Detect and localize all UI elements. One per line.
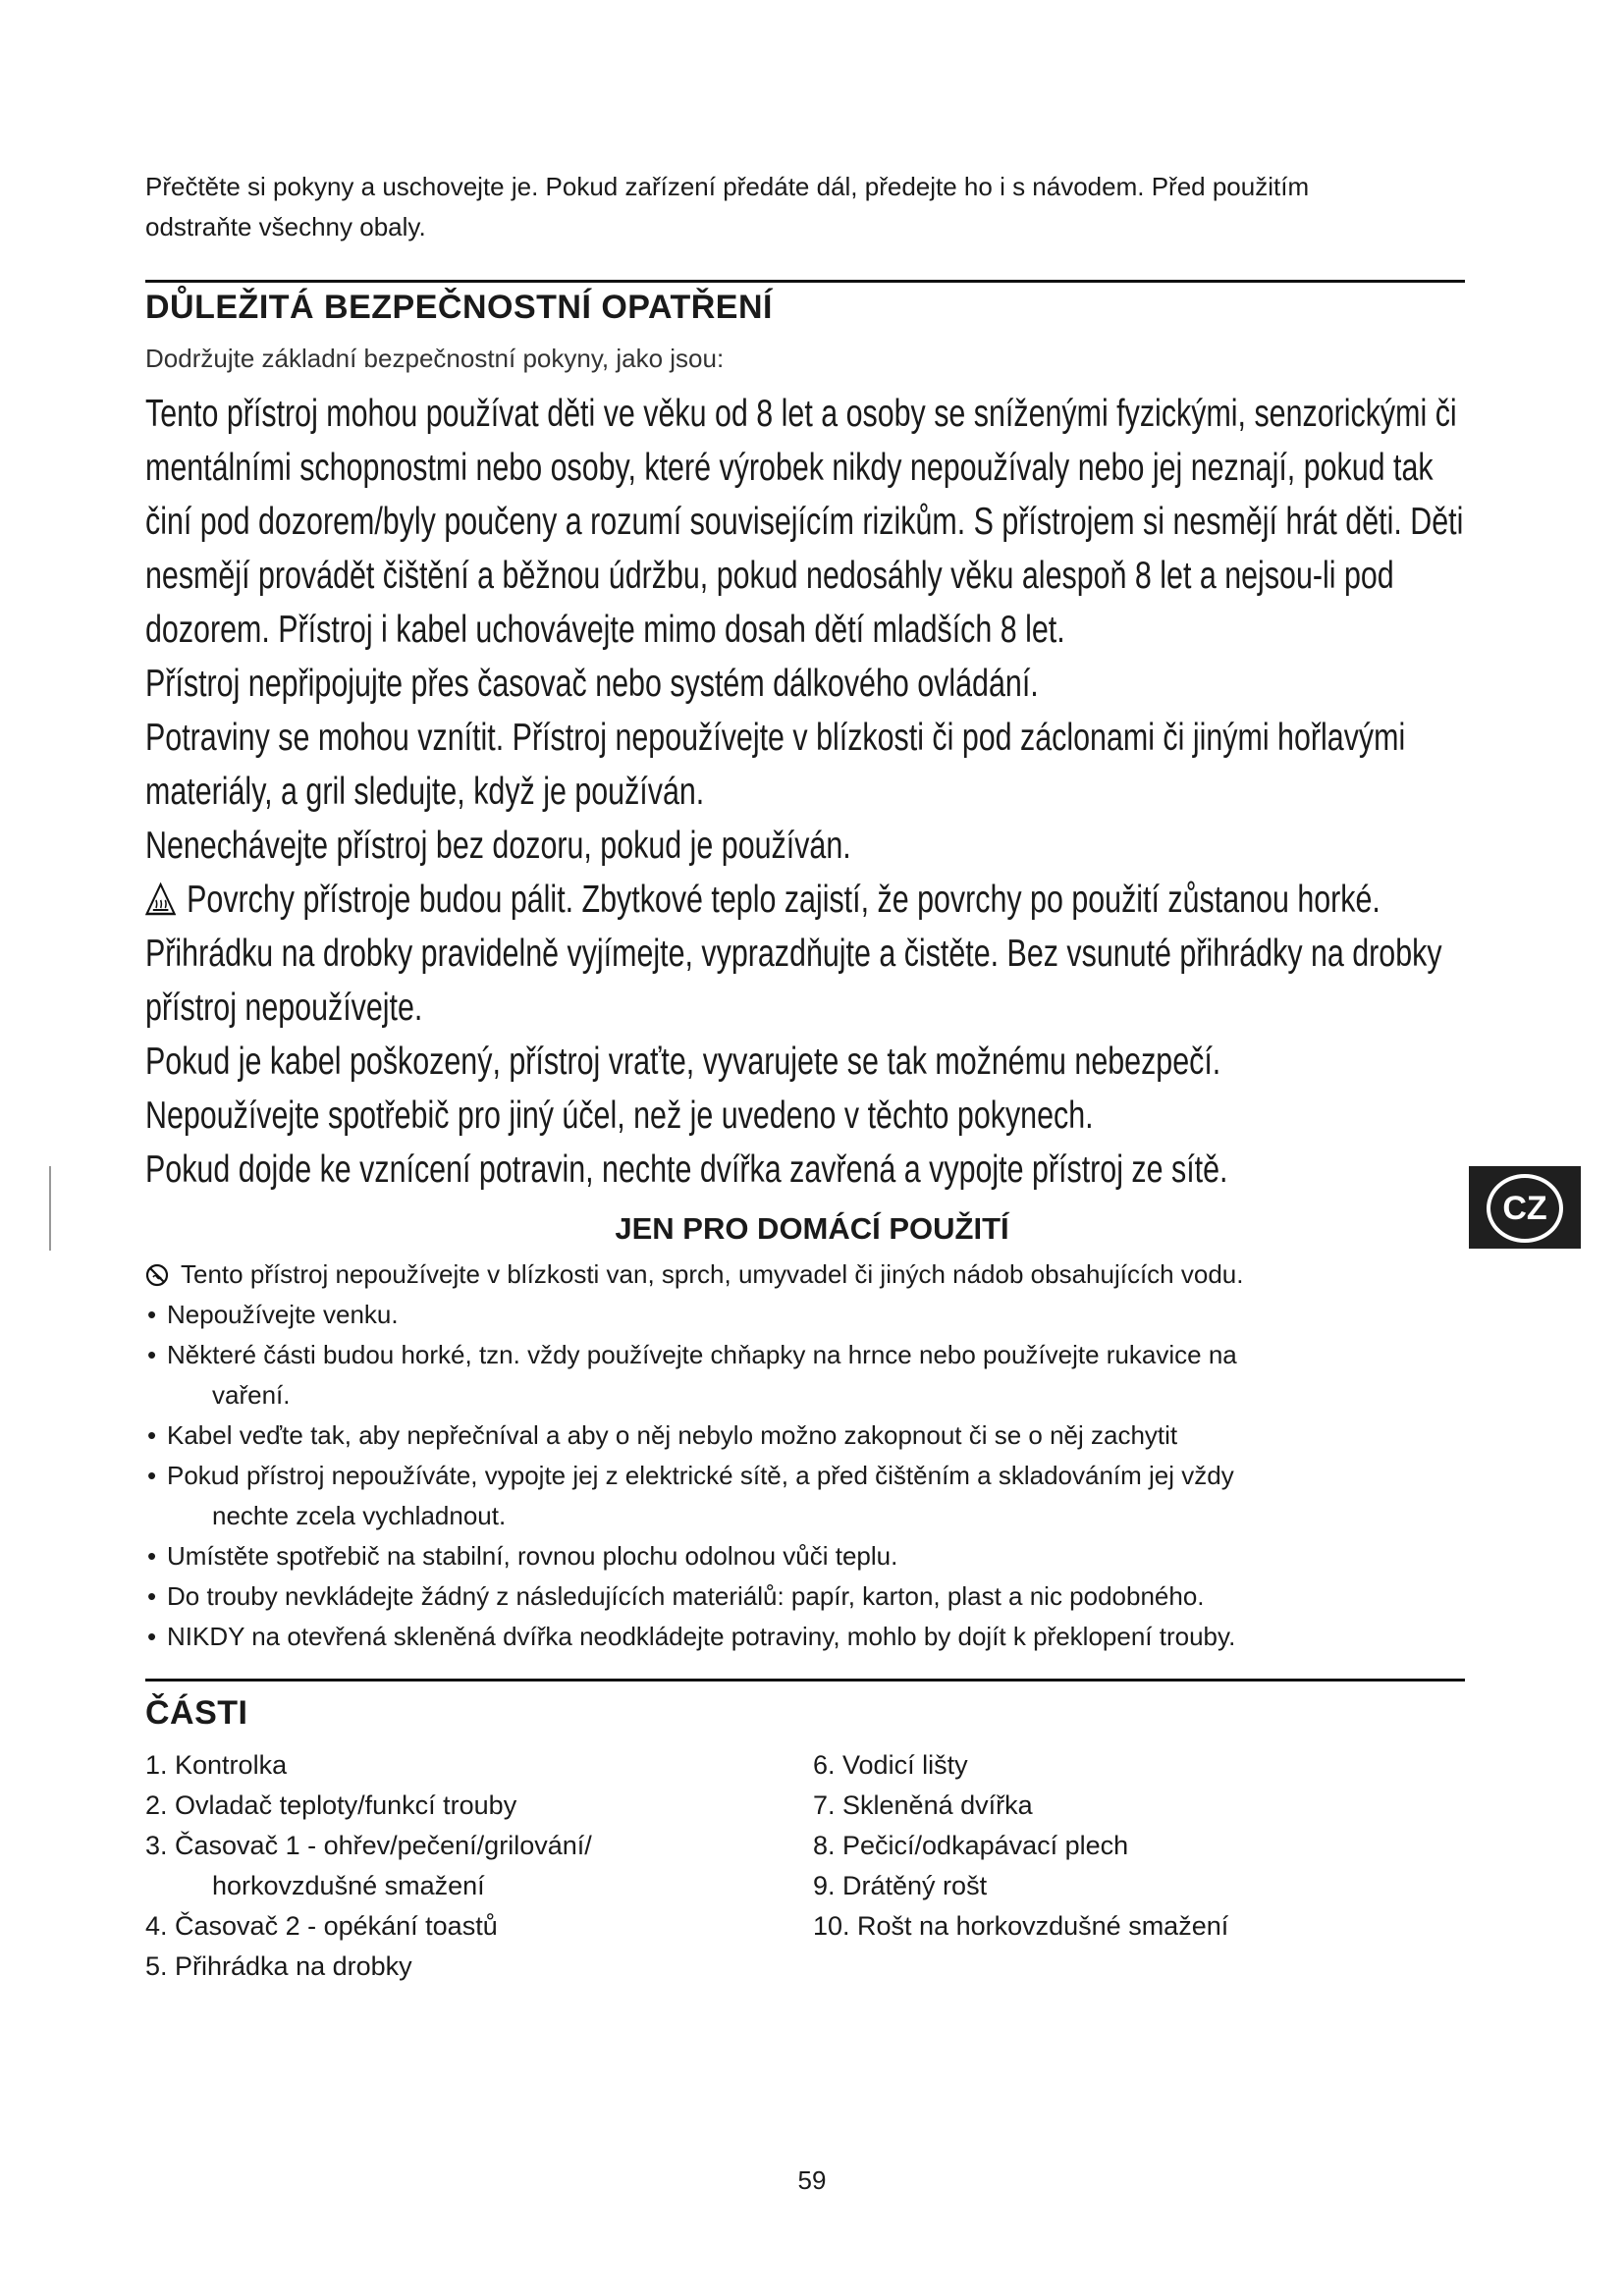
part-item — [145, 1906, 592, 1947]
list-item — [145, 1576, 1373, 1617]
no-water-icon — [145, 1263, 169, 1287]
list-item — [145, 1295, 1373, 1335]
page-number: 59 — [797, 2165, 827, 2195]
list-item-text: Pokud přístroj nepoužíváte, vypojte jej z elektrické sítě, a před čištěním a skladováním jej vždy — [167, 1461, 1234, 1490]
list-item-text: NIKDY na otevřená skleněná dvířka neodkládejte potraviny, mohlo by dojít k překlopení trouby. — [167, 1622, 1236, 1651]
part-item-text: 10. Rošt na horkovzdušné smažení — [813, 1911, 1229, 1941]
bullet: • — [147, 1300, 157, 1329]
safety-line: mentálními schopnostmi nebo osoby, které výrobek nikdy nepoužívaly nebo jej neznají, pokud tak — [145, 447, 1434, 489]
part-item-continuation: horkovzdušné smažení — [212, 1871, 485, 1900]
part-item — [813, 1786, 1228, 1826]
list-item-text: Některé části budou horké, tzn. vždy používejte chňapky na hrnce nebo používejte rukavice na — [167, 1340, 1237, 1369]
bullet: • — [147, 1541, 157, 1571]
intro-text — [145, 167, 1461, 247]
domestic-list — [145, 1255, 1373, 1657]
list-item-text: Do trouby nevkládejte žádný z následujících materiálů: papír, karton, plast a nic podobného. — [167, 1581, 1205, 1611]
list-item — [145, 1255, 1373, 1295]
list-item-text: Umístěte spotřebič na stabilní, rovnou plochu odolnou vůči teplu. — [167, 1541, 898, 1571]
safety-subtitle: Dodržujte základní bezpečnostní pokyny, jako jsou: — [145, 344, 725, 373]
bullet: • — [147, 1420, 157, 1450]
safety-line: Pokud je kabel poškozený, přístroj vraťte, vyvarujete se tak možnému nebezpečí. — [145, 1041, 1221, 1083]
section-divider — [145, 1679, 1465, 1682]
bullet: • — [147, 1461, 157, 1490]
part-item-text: 7. Skleněná dvířka — [813, 1790, 1033, 1820]
part-item-text: 2. Ovladač teploty/funkcí trouby — [145, 1790, 517, 1820]
parts-list-right — [813, 1745, 1228, 1947]
list-item-text: Nepoužívejte venku. — [167, 1300, 399, 1329]
part-item-text: 6. Vodicí lišty — [813, 1750, 968, 1780]
part-item — [813, 1745, 1228, 1786]
hot-surface-line — [145, 873, 1380, 927]
safety-line: činí pod dozorem/byly poučeny a rozumí souvisejícím rizikům. S přístrojem si nesmějí hrát děti. Děti — [145, 501, 1464, 543]
part-item-text: 4. Časovač 2 - opékání toastů — [145, 1911, 498, 1941]
language-code: CZ — [1502, 1190, 1547, 1227]
parts-list-left — [145, 1745, 592, 1987]
part-item-text: 3. Časovač 1 - ohřev/pečení/grilování/ — [145, 1831, 592, 1860]
list-item — [145, 1335, 1373, 1415]
list-item — [145, 1415, 1373, 1456]
part-item-text: 5. Přihrádka na drobky — [145, 1951, 412, 1981]
hot-surface-text: Povrchy přístroje budou pálit. Zbytkové teplo zajistí, že povrchy po použití zůstanou horké. — [187, 879, 1380, 921]
margin-line — [49, 1166, 51, 1251]
list-item-text: Tento přístroj nepoužívejte v blízkosti van, sprch, umyvadel či jiných nádob obsahujících vodu. — [181, 1259, 1244, 1289]
safety-heading: DŮLEŽITÁ BEZPEČNOSTNÍ OPATŘENÍ — [145, 289, 773, 326]
parts-heading: ČÁSTI — [145, 1694, 248, 1732]
intro-line: odstraňte všechny obaly. — [145, 212, 426, 241]
domestic-use-heading: JEN PRO DOMÁCÍ POUŽITÍ — [615, 1211, 1009, 1246]
list-item-continuation: vaření. — [212, 1380, 291, 1410]
intro-line: Přečtěte si pokyny a uschovejte je. Pokud zařízení předáte dál, předejte ho i s návodem. Před použitím — [145, 172, 1310, 201]
part-item-text: 8. Pečicí/odkapávací plech — [813, 1831, 1129, 1860]
part-item — [813, 1906, 1228, 1947]
part-item-text: 1. Kontrolka — [145, 1750, 288, 1780]
section-divider — [145, 280, 1465, 283]
language-badge — [1469, 1166, 1581, 1249]
safety-line: dozorem. Přístroj i kabel uchovávejte mimo dosah dětí mladších 8 let. — [145, 609, 1065, 651]
safety-line: nesmějí provádět čištění a běžnou údržbu, pokud nedosáhly věku alespoň 8 let a nejsou-li pod — [145, 555, 1394, 597]
list-item — [145, 1456, 1373, 1536]
safety-line: Nenechávejte přístroj bez dozoru, pokud je používán. — [145, 825, 851, 867]
safety-line: Přístroj nepřipojujte přes časovač nebo systém dálkového ovládání. — [145, 663, 1039, 705]
part-item — [145, 1947, 592, 1987]
part-item — [145, 1826, 592, 1906]
list-item — [145, 1617, 1373, 1657]
list-item — [145, 1536, 1373, 1576]
part-item — [813, 1866, 1228, 1906]
part-item — [813, 1826, 1228, 1866]
safety-line: materiály, a gril sledujte, když je používán. — [145, 771, 705, 813]
safety-line: přístroj nepoužívejte. — [145, 987, 423, 1029]
list-item-text: Kabel veďte tak, aby nepřečníval a aby o něj nebylo možno zakopnout či se o něj zachytit — [167, 1420, 1178, 1450]
hot-surface-warning-icon — [145, 882, 176, 916]
safety-line: Tento přístroj mohou používat děti ve věku od 8 let a osoby se sníženými fyzickými, senzorickými či — [145, 393, 1457, 435]
list-item-continuation: nechte zcela vychladnout. — [212, 1501, 507, 1530]
safety-line: Pokud dojde ke vznícení potravin, nechte dvířka zavřená a vypojte přístroj ze sítě. — [145, 1148, 1228, 1191]
part-item — [145, 1786, 592, 1826]
safety-line: Potraviny se mohou vznítit. Přístroj nepoužívejte v blízkosti či pod záclonami či jinými hořlavými — [145, 717, 1406, 759]
part-item — [145, 1745, 592, 1786]
bullet: • — [147, 1581, 157, 1611]
bullet: • — [147, 1340, 157, 1369]
safety-line: Nepoužívejte spotřebič pro jiný účel, než je uvedeno v těchto pokynech. — [145, 1095, 1094, 1137]
bullet: • — [147, 1622, 157, 1651]
safety-line: Přihrádku na drobky pravidelně vyjímejte, vyprazdňujte a čistěte. Bez vsunuté přihrádky na drobky — [145, 933, 1442, 975]
safety-instructions — [145, 387, 1464, 1197]
part-item-text: 9. Drátěný rošt — [813, 1871, 988, 1900]
